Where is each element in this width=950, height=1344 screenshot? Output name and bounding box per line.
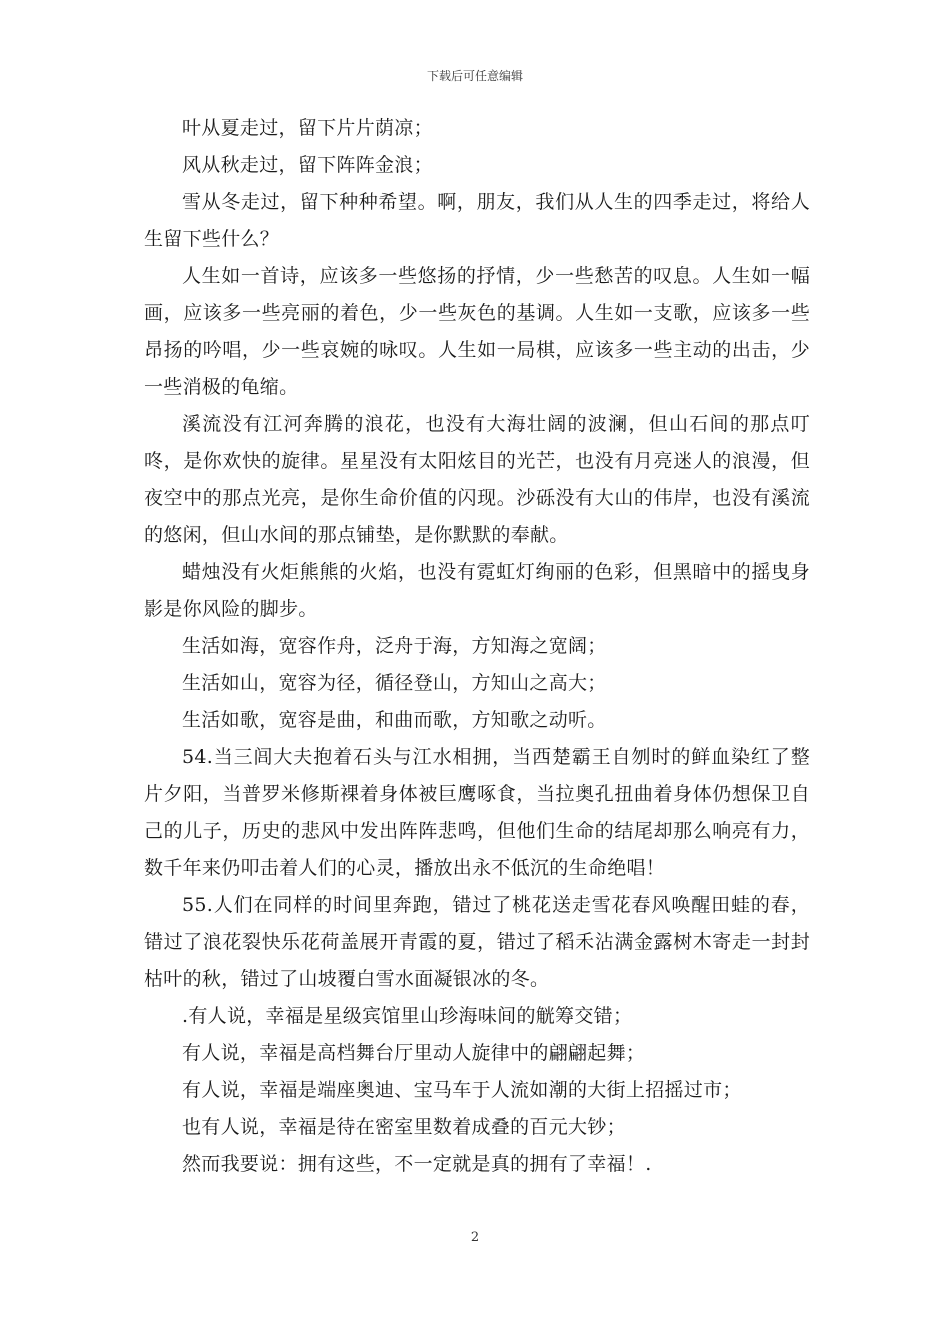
paragraph: .有人说，幸福是星级宾馆里山珍海味间的觥筹交错； xyxy=(182,1005,633,1027)
paragraph: 溪流没有江河奔腾的浪花，也没有大海壮阔的波澜，但山石间的那点叮咚，是你欢快的旋律。星星没有太阳炫目的光芒，也没有月亮迷人的浪漫，但夜空中的那点光亮，是你生命价值的闪现。沙砾没有大山的伟岸，也没有溪流的悠闲，但山水间的那点铺垫，是你默默的奉献。 xyxy=(144,413,810,546)
paragraph: 人生如一首诗，应该多一些悠扬的抒情，少一些愁苦的叹息。人生如一幅画，应该多一些亮丽的着色，少一些灰色的基调。人生如一支歌，应该多一些昂扬的吟唱，少一些哀婉的咏叹。人生如一局棋，应该多一些主动的出击，少一些消极的龟缩。 xyxy=(144,265,810,398)
paragraph: 蜡烛没有火炬熊熊的火焰，也没有霓虹灯绚丽的色彩，但黑暗中的摇曳身影是你风险的脚步。 xyxy=(144,561,810,620)
paragraph: 生活如歌，宽容是曲，和曲而歌，方知歌之动听。 xyxy=(182,709,607,731)
paragraph: 雪从冬走过，留下种种希望。啊，朋友，我们从人生的四季走过，将给人生留下些什么？ xyxy=(144,191,810,250)
paragraph: 也有人说，幸福是待在密室里数着成叠的百元大钞； xyxy=(182,1116,626,1138)
paragraph: 55.人们在同样的时间里奔跑，错过了桃花送走雪花春风唤醒田蛙的春，错过了浪花裂快乐花荷盖展开青霞的夏，错过了稻禾沾满金露树木寄走一封封枯叶的秋，错过了山坡覆白雪水面凝银冰的冬。 xyxy=(144,894,810,990)
paragraph: 风从秋走过，留下阵阵金浪； xyxy=(182,154,433,176)
paragraph: 然而我要说：拥有这些，不一定就是真的拥有了幸福！. xyxy=(182,1153,652,1175)
page-header: 下载后可任意编辑 xyxy=(426,69,523,83)
page-number: 2 xyxy=(470,1230,480,1245)
paragraph: 生活如海，宽容作舟，泛舟于海，方知海之宽阔； xyxy=(182,635,607,657)
paragraph: 叶从夏走过，留下片片荫凉； xyxy=(182,117,433,139)
paragraph: 54.当三闾大夫抱着石头与江水相拥，当西楚霸王自刎时的鲜血染红了整片夕阳，当普罗米修斯裸着身体被巨鹰啄食，当拉奥孔扭曲着身体仍想保卫自己的儿子，历史的悲风中发出阵阵悲鸣，但他们生命的结尾却那么响亮有力，数千年来仍叩击着人们的心灵，播放出永不低沉的生命绝唱！ xyxy=(144,746,810,879)
paragraph: 生活如山，宽容为径，循径登山，方知山之高大； xyxy=(182,672,607,694)
paragraph: 有人说，幸福是高档舞台厅里动人旋律中的翩翩起舞； xyxy=(182,1042,646,1064)
paragraph: 有人说，幸福是端座奥迪、宝马车于人流如潮的大街上招摇过市； xyxy=(182,1079,742,1101)
document-body xyxy=(144,110,810,1183)
